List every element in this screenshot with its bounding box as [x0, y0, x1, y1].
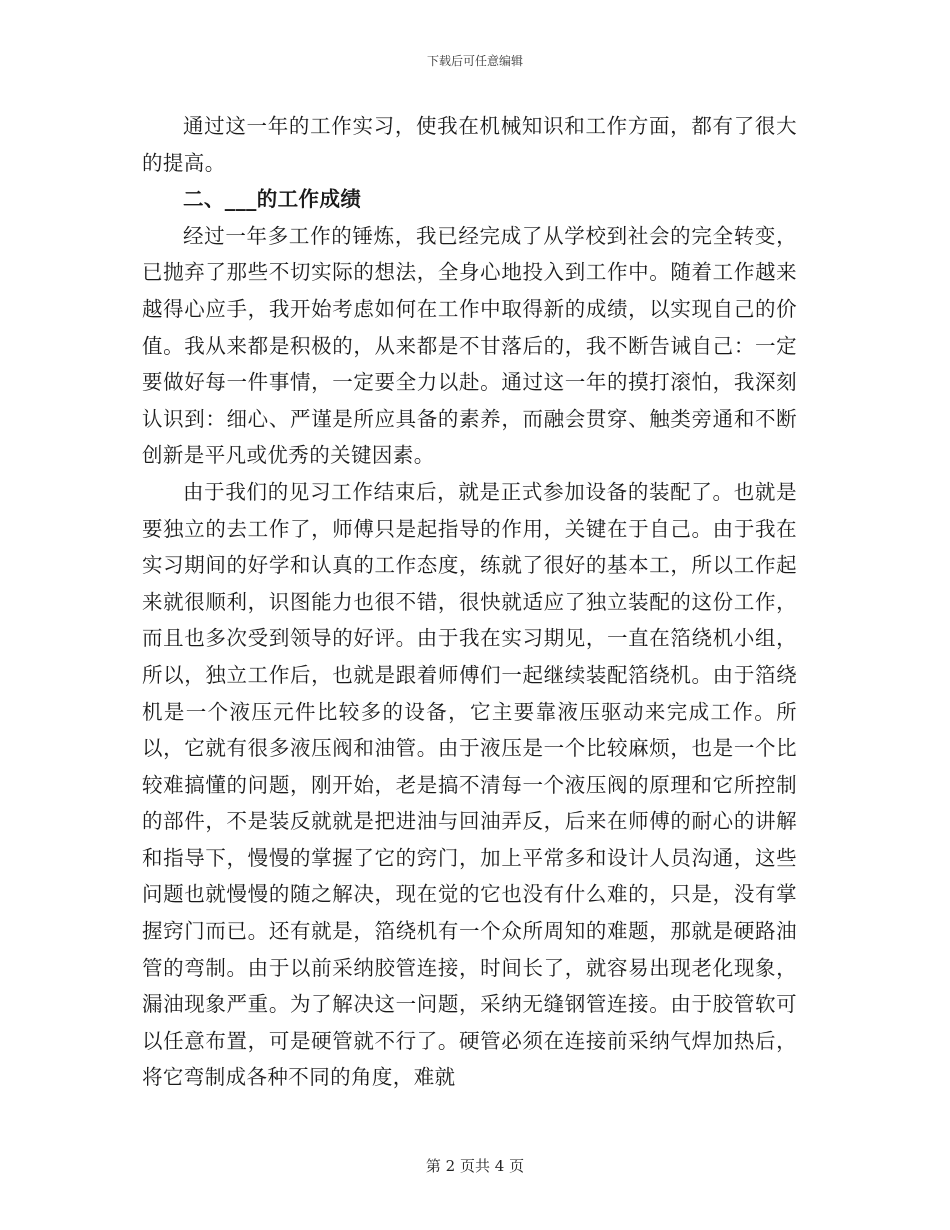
paragraph-achievements: 经过一年多工作的锤炼，我已经完成了从学校到社会的完全转变，已抛弃了那些不切实际的想法，全身心地投入到工作中。随着工作越来越得心应手，我开始考虑如何在工作中取得新的成绩，以实现自己的价值。我从来都是积极的，从来都是不甘落后的，我不断告诫自己：一定要做好每一件事情，一定要全力以赴。通过这一年的摸打滚怕，我深刻认识到：细心、严谨是所应具备的素养，而融会贯穿、触类旁通和不断创新是平凡或优秀的关键因素。 [142, 223, 797, 468]
paragraph-assembly-work: 由于我们的见习工作结束后，就是正式参加设备的装配了。也就是要独立的去工作了，师傅只是起指导的作用，关键在于自己。由于我在实习期间的好学和认真的工作态度，练就了很好的基本工，所以工作起来就很顺利，识图能力也很不错，很快就适应了独立装配的这份工作，而且也多次受到领导的好评。由于我在实习期见，一直在箔绕机小组，所以，独立工作后，也就是跟着师傅们一起继续装配箔绕机。由于箔绕机是一个液压元件比较多的设备，它主要靠液压驱动来完成工作。所以，它就有很多液压阀和油管。由于液压是一个比较麻烦，也是一个比较难搞懂的问题，刚开始，老是搞不清每一个液压阀的原理和它所控制的部件，不是装反就就是把进油与回油弄反，后来在师傅的耐心的讲解和指导下，慢慢的掌握了它的窍门，加上平常多和设计人员沟通，这些问题也就慢慢的随之解决，现在觉的它也没有什么难的，只是，没有掌握窍门而已。还有就是，箔绕机有一个众所周知的难题，那就是硬路油管的弯制。由于以前采纳胶管连接，时间长了，就容易出现老化现象，漏油现象严重。为了解决这一问题，采纳无缝钢管连接。由于胶管软可以任意布置，可是硬管就不行了。硬管必须在连接前采纳气焊加热后，将它弯制成各种不同的角度，难就 [142, 479, 797, 1090]
document-body [142, 108, 797, 1096]
page-header: 下载后可任意编辑 [426, 54, 523, 68]
section-heading: 二、___的工作成绩 [183, 187, 362, 212]
page-number: 第 2 页共 4 页 [425, 1157, 525, 1175]
paragraph-intro: 通过这一年的工作实习，使我在机械知识和工作方面，都有了很大的提高。 [142, 114, 797, 175]
